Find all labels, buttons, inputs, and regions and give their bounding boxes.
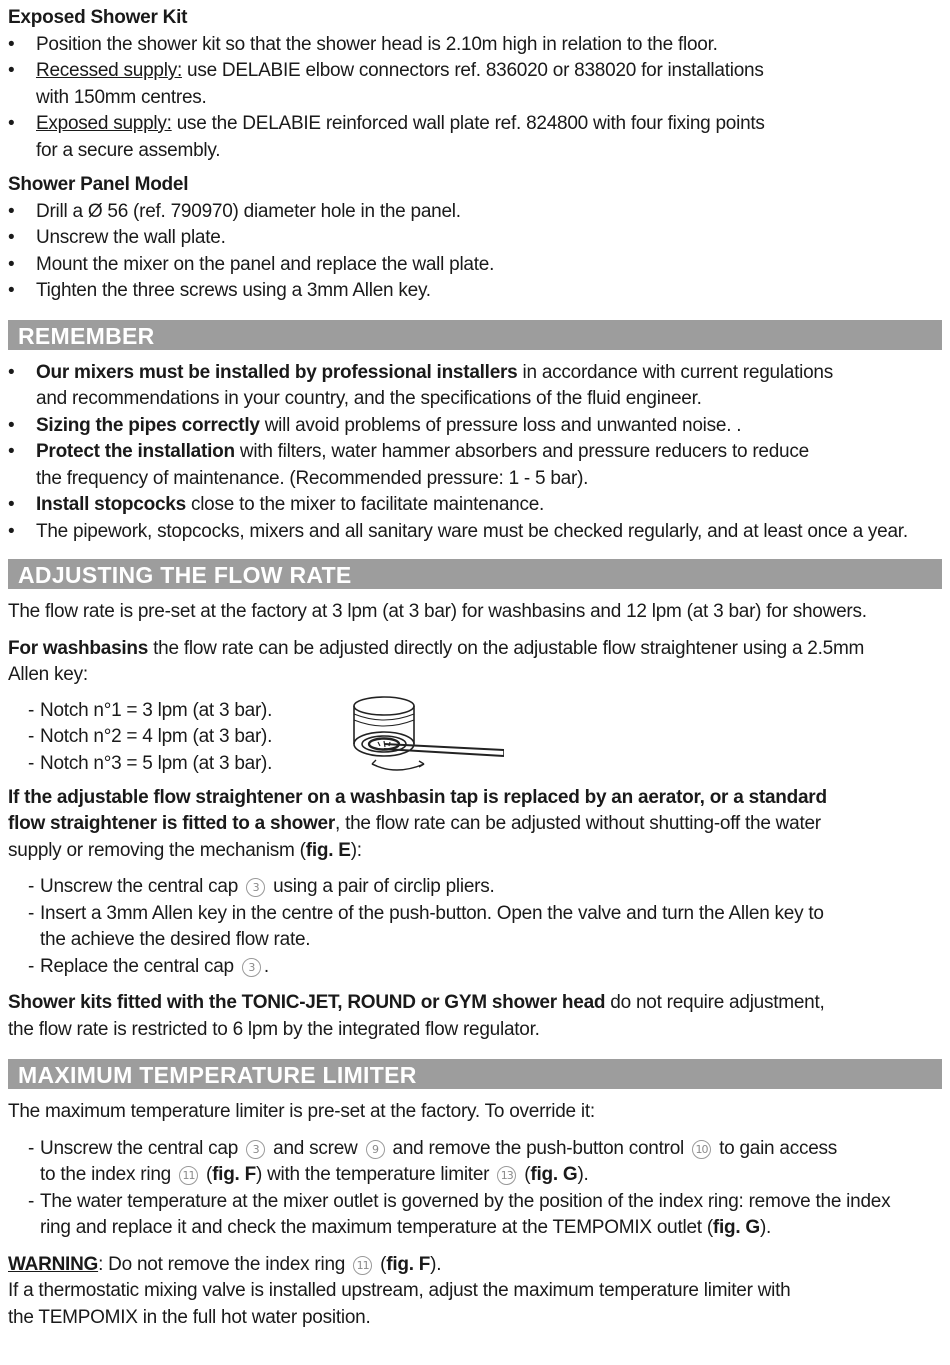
- document-page: [8, 5, 942, 1331]
- list-item: - Unscrew the central cap 3 using a pair of circlip pliers.: [8, 874, 942, 901]
- list-item: - Notch n°2 = 4 lpm (at 3 bar).: [8, 724, 272, 751]
- list-item: • Mount the mixer on the panel and replace the wall plate.: [8, 252, 942, 279]
- callout-limiter-icon: 13: [497, 1166, 516, 1185]
- list-item: • Unscrew the wall plate.: [8, 225, 942, 252]
- aerator-paragraph: If the adjustable flow straightener on a washbasin tap is replaced by an aerator, or a standard flow straightener is fitted to a shower, the flow rate can be adjusted without shutting-off the water supply or removing the mechanism (fig. E):: [8, 786, 827, 861]
- exposed-kit-list: [8, 32, 942, 165]
- list-item: - Unscrew the central cap 3 and screw 9 and remove the push-button control 10 to gain access to the index ring 11 (fig. F) with the temperature limiter 13 (fig. G).: [8, 1136, 942, 1189]
- callout-cap-icon: 3: [246, 1140, 265, 1159]
- flow-rate-heading: ADJUSTING THE FLOW RATE: [8, 559, 942, 589]
- callout-screw-icon: 9: [366, 1140, 385, 1159]
- list-item: • Position the shower kit so that the shower head is 2.10m high in relation to the floor.: [8, 32, 942, 59]
- panel-model-list: [8, 199, 942, 305]
- exposed-kit-title: Exposed Shower Kit: [8, 7, 188, 28]
- panel-model-title: Shower Panel Model: [8, 174, 189, 195]
- exposed-supply-label: Exposed supply:: [36, 113, 172, 134]
- list-item: • Sizing the pipes correctly will avoid problems of pressure loss and unwanted noise. .: [8, 413, 942, 440]
- list-item: - Replace the central cap 3 .: [8, 954, 942, 981]
- list-item: - Notch n°1 = 3 lpm (at 3 bar).: [8, 698, 272, 725]
- shower-kits-paragraph: Shower kits fitted with the TONIC-JET, ROUND or GYM shower head do not require adjustment, the flow rate is restricted to 6 lpm by the integrated flow regulator.: [8, 992, 825, 1040]
- aerator-steps: [8, 874, 942, 980]
- list-item: • Drill a Ø 56 (ref. 790970) diameter hole in the panel.: [8, 199, 942, 226]
- remember-list: [8, 360, 942, 546]
- flow-straightener-illustration: [344, 688, 504, 788]
- callout-index-ring-icon: 11: [179, 1166, 198, 1185]
- temp-limiter-steps: [8, 1136, 942, 1242]
- temp-limiter-intro: The maximum temperature limiter is pre-set at the factory. To override it:: [8, 1101, 595, 1122]
- warning-label: WARNING: [8, 1253, 99, 1275]
- notch-list: [8, 698, 272, 778]
- flow-rate-intro: The flow rate is pre-set at the factory at 3 lpm (at 3 bar) for washbasins and 12 lpm (at 3 bar) for showers.: [8, 601, 867, 622]
- list-item: • Recessed supply: use DELABIE elbow connectors ref. 836020 or 838020 for installations with 150mm centres.: [8, 58, 942, 111]
- remember-heading: REMEMBER: [8, 320, 942, 350]
- callout-cap-icon: 3: [246, 878, 265, 897]
- warning-paragraph: WARNING: Do not remove the index ring 11 (fig. F). If a thermostatic mixing valve is installed upstream, adjust the maximum temperature limiter with the TEMPOMIX in the full hot water position.: [8, 1253, 791, 1328]
- list-item: • Exposed supply: use the DELABIE reinforced wall plate ref. 824800 with four fixing points for a secure assembly.: [8, 111, 942, 164]
- list-item: - The water temperature at the mixer outlet is governed by the position of the index ring: remove the index ring and replace it and check the maximum temperature at the TEMPOMIX outlet (fig. G).: [8, 1189, 942, 1242]
- list-item: - Insert a 3mm Allen key in the centre of the push-button. Open the valve and turn the Allen key to the achieve the desired flow rate.: [8, 901, 942, 954]
- callout-cap-icon: 3: [242, 958, 261, 977]
- list-item: • Protect the installation with filters, water hammer absorbers and pressure reducers to reduce the frequency of maintenance. (Recommended pressure: 1 - 5 bar).: [8, 439, 942, 492]
- temp-limiter-heading: MAXIMUM TEMPERATURE LIMITER: [8, 1059, 942, 1089]
- recessed-supply-label: Recessed supply:: [36, 60, 182, 81]
- list-item: • Tighten the three screws using a 3mm Allen key.: [8, 278, 942, 305]
- list-item: • Install stopcocks close to the mixer to facilitate maintenance.: [8, 492, 942, 519]
- callout-push-button-icon: 10: [692, 1140, 711, 1159]
- list-item: - Notch n°3 = 5 lpm (at 3 bar).: [8, 751, 272, 778]
- list-item: • Our mixers must be installed by professional installers in accordance with current regulations and recommendations in your country, and the specifications of the fluid engineer.: [8, 360, 942, 413]
- list-item: • The pipework, stopcocks, mixers and all sanitary ware must be checked regularly, and at least once a year.: [8, 519, 942, 546]
- notch-block: [8, 698, 942, 780]
- callout-index-ring-icon: 11: [353, 1256, 372, 1275]
- washbasins-paragraph: For washbasins the flow rate can be adjusted directly on the adjustable flow straightener using a 2.5mm Allen key:: [8, 637, 865, 685]
